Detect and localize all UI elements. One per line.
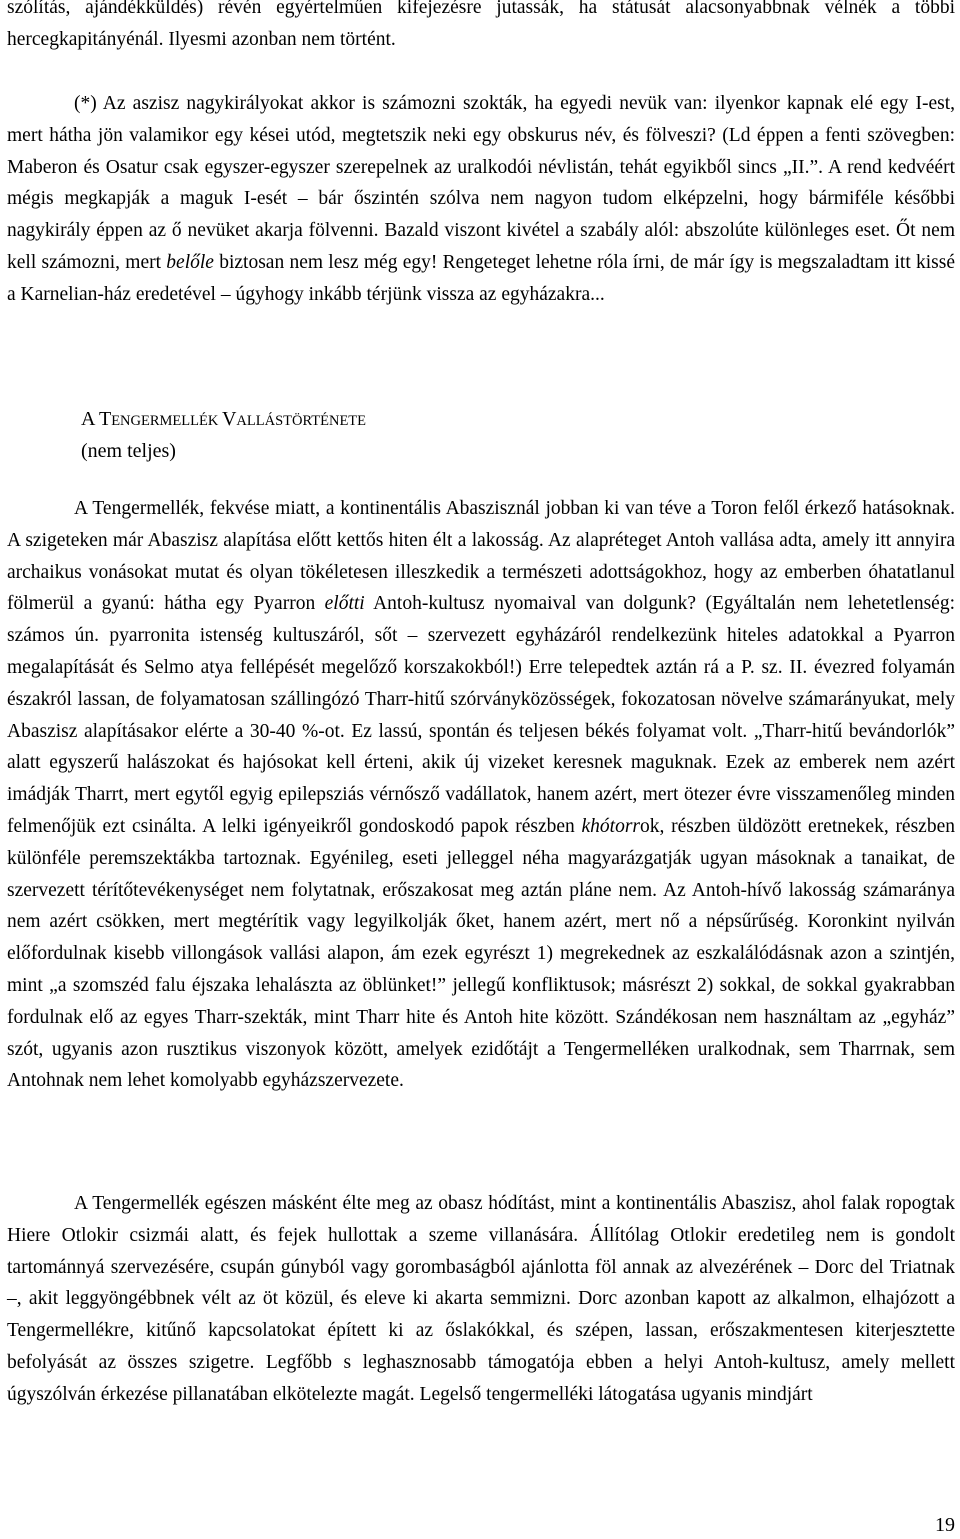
- paragraph-footnote-italic: belőle: [166, 251, 214, 273]
- paragraph-footnote: [7, 88, 955, 311]
- paragraph-main-1: [7, 493, 955, 1097]
- section-title-small-2: ALLÁSTÖRTÉNETE: [236, 413, 367, 429]
- paragraph-intro: [7, 0, 955, 56]
- paragraph-intro-text: szólítás, ajándékküldés) révén egyértelműen kifejezésre jutassák, ha státusát alacsonyabbnak vélnék a többi hercegkapitányénál. Ilyesmi azonban nem történt.: [7, 0, 955, 50]
- section-subtitle-text: (nem teljes): [81, 440, 176, 462]
- section-title-cap-1: A T: [81, 408, 112, 430]
- paragraph-footnote-text-1: (*) Az aszisz nagykirályokat akkor is számozni szokták, ha egyedi nevük van: ilyenkor kapnak elé egy I-est, mert hátha jön valamikor egy kései utód, megtetszik neki egy obskurus név, és fölveszi? (Ld éppen a fenti szövegben: Maberon és Osatur csak egyszer-egyszer szerepelnek az uralkodói névlistán, tehát egyikből sincs „II.”. A rend kedvéért mégis megkapják a maguk I-esét – bár őszintén szólva nem nagyon tudom elképzelni, hogy bármiféle későbbi nagykirály éppen az ő nevüket akarja fölvenni. Bazald viszont kivétel a szabály alól: abszolúte különleges eset. Őt nem kell számozni, mert: [7, 93, 955, 273]
- section-title: [81, 404, 366, 438]
- page-number: 19: [935, 1514, 955, 1536]
- paragraph-main-1-italic-1: előtti: [324, 593, 365, 615]
- paragraph-main-1-italic-2: khótorr: [581, 815, 641, 837]
- paragraph-main-1-text-1: A Tengermellék, fekvése miatt, a kontinentális Abaszisznál jobban ki van téve a Toron felől érkező hatásoknak. A szigeteken már Abaszisz alapítása előtt kettős hiten élt a lakosság. Az alapréteget Antoh vallása adta, amely itt annyira archaikus vonásokat mutat és olyan tökéletesen illeszkedik a természeti adottságokhoz, hogy az emberben óhatatlanul fölmerül a gyanú: hátha egy Pyarron: [7, 498, 955, 615]
- paragraph-main-1-text-2: Antoh-kultusz nyomaival van dolgunk? (Egyáltalán nem lehetetlenség: számos ún. pyarronita istenség kultuszáról, sőt – szervezett egyházáról rendelkezünk hiteles adatokkal a Pyarron megalapítását és Selmo atya fellépését megelőző korszakokból!) Erre telepedtek aztán rá a P. sz. II. évezred folyamán északról lassan, de folyamatosan szállingózó Tharr-hitű szórványközösségek, fokozatosan növelve számarányukat, mely Abaszisz alapításakor elérte a 30-40 %-ot. Ez lassú, spontán és teljesen békés folyamat volt. „Tharr-hitű bevándorlók” alatt egyszerű halászokat és hajósokat kell érteni, akik új vizeket keresnek maguknak. Ezek az emberek nem azért imádják Tharrt, mert egytől egyig epilepsziás vérnősző vadállatok, hanem azért, mert ötezer évre visszamenőleg minden felmenőjük ezt csinálta. A lelki igényeikről gondoskodó papok részben: [7, 593, 955, 837]
- paragraph-main-2: [7, 1188, 955, 1411]
- section-subtitle: [81, 436, 176, 468]
- section-title-cap-2: V: [221, 408, 237, 430]
- section-title-small-1: ENGERMELLÉK: [111, 413, 222, 429]
- paragraph-footnote-text-2: biztosan nem lesz még egy! Rengeteget lehetne róla írni, de már így is megszaladtam itt kissé a Karnelian-ház eredetével – úgyhogy inkább térjünk vissza az egyházakra...: [7, 251, 956, 305]
- paragraph-main-2-text: A Tengermellék egészen másként élte meg az obasz hódítást, mint a kontinentális Abaszisz, ahol falak ropogtak Hiere Otlokir csizmái alatt, és fejek hullottak a szeme villanására. Állítólag Otlokir eredetileg nem is gondolt tartománnyá szervezésére, csupán gúnyból vagy gorombaságból ajánlotta föl annak az alvezérének – Dorc del Triatnak –, akit leggyöngébbnek vélt az öt közül, és eleve ki akarta semmizni. Dorc azonban kapott az alkalmon, elhajózott a Tengermellékre, kitűnő kapcsolatokat épített ki az őslakókkal, és szépen, lassan, erőszakmentesen kiterjesztette befolyását az összes szigetre. Legfőbb s leghasznosabb támogatója ebben a helyi Antoh-kultusz, amely mellett úgyszólván érkezése pillanatában elkötelezte magát. Legelső tengermelléki látogatása ugyanis mindjárt: [7, 1193, 955, 1405]
- paragraph-main-1-text-3: ok, részben üldözött eretnekek, részben különféle peremszektákba tartoznak. Egyénileg, eseti jelleggel néha magyarázgatják ugyan másoknak a tanaikat, de szervezett térítőtevékenységet nem folytatnak, erőszakosat meg aztán pláne nem. Az Antoh-hívő lakosság számaránya nem azért csökken, mert megtérítik vagy legyilkolják őket, hanem azért, mert nő a népsűrűség. Koronkint nyilván előfordulnak kisebb villongások vallási alapon, ám ezek egyrészt 1) megrekednek az eszkalálódásnak azon a szintjén, mint „a szomszéd falu éjszaka lehalászta az öblünket!” jellegű konfliktusok; másrészt 2) sokkal, de sokkal gyakrabban fordulnak elő az egyes Tharr-szekták, mint Tharr hite és Antoh hite között. Szándékosan nem használtam az „egyház” szót, ugyanis azon rusztikus viszonyok között, amelyek ezidőtájt a Tengermelléken uralkodnak, sem Tharrnak, sem Antohnak nem lehet komolyabb egyházszervezete.: [7, 815, 955, 1092]
